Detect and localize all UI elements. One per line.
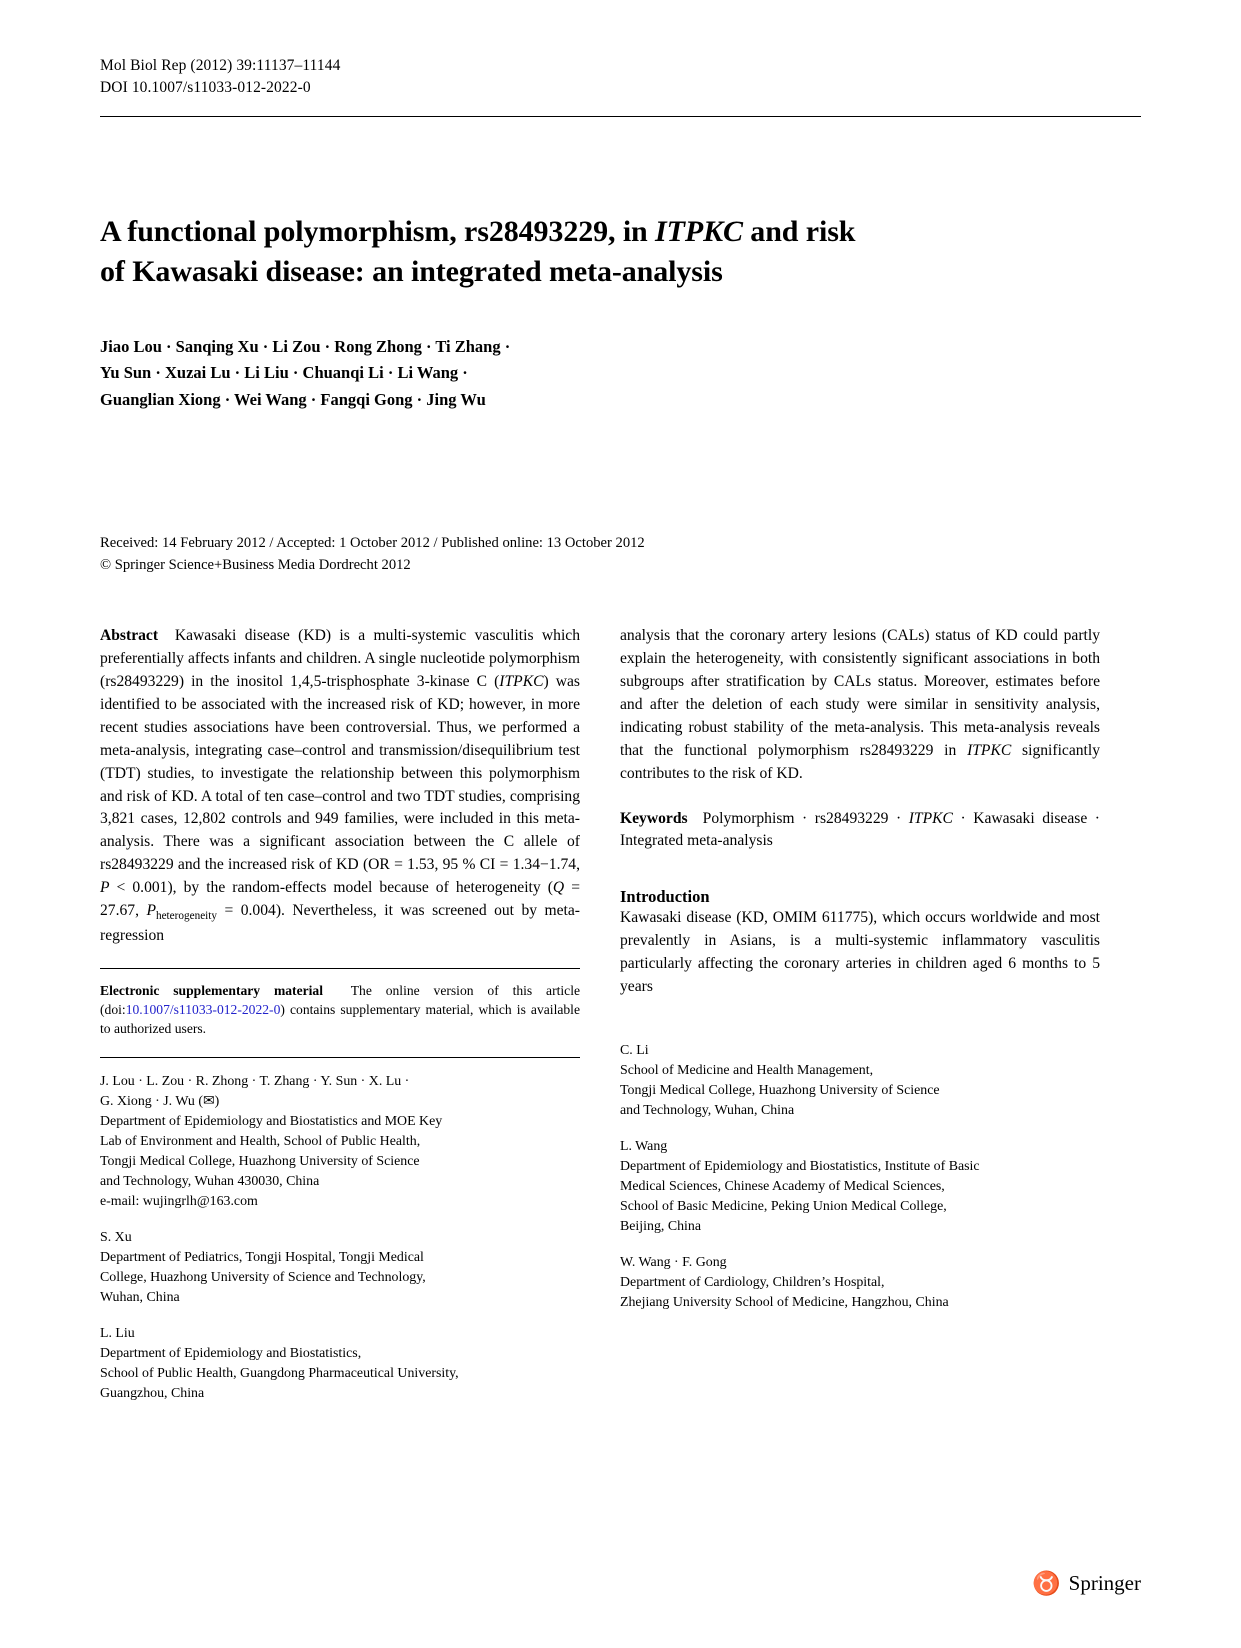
page-title <box>100 212 1141 292</box>
journal-citation: Mol Biol Rep (2012) 39:11137–11144 <box>100 57 341 74</box>
journal-doi: DOI 10.1007/s11033-012-2022-0 <box>100 79 311 97</box>
abstract-text-right: analysis that the coronary artery lesions (CALs) status of KD could partly explain the heterogeneity, with consistently significant associations in both subgroups after stratification by CALs status. Moreover, estimates before and after the deletion of each study were similar in sensitivity analysis, indicating robust stability of the meta-analysis. This meta-analysis reveals that the functional polymorphism rs28493229 in ITPKC significantly contributes to the risk of KD. <box>620 627 1100 782</box>
affiliation-line: Department of Epidemiology and Biostatistics, Institute of Basic <box>620 1159 980 1175</box>
affiliation-block <box>620 1137 1100 1237</box>
publisher-name: Springer <box>1068 1571 1141 1595</box>
title-italic-gene: ITPKC <box>655 214 743 248</box>
title-part-2: and risk <box>742 214 856 248</box>
affiliation-line: Department of Pediatrics, Tongji Hospital, Tongji Medical <box>100 1249 424 1265</box>
author-line-1: Jiao Lou · Sanqing Xu · Li Zou · Rong Zhong · Ti Zhang · <box>100 336 511 356</box>
esm-label: Electronic supplementary material <box>100 982 324 998</box>
affiliation-names: C. Li <box>620 1043 649 1059</box>
left-column <box>100 625 580 1420</box>
affiliation-names: L. Wang <box>620 1139 668 1155</box>
esm-doi-link[interactable]: 10.1007/s11033-012-2022-0 <box>125 1001 281 1017</box>
affiliation-divider <box>100 1057 580 1058</box>
esm-text-before: The online version of this article (doi: <box>100 982 581 1017</box>
affiliation-names: L. Liu <box>100 1325 135 1341</box>
affiliation-block <box>100 1324 580 1404</box>
affiliation-names-2: G. Xiong · J. Wu (✉) <box>100 1093 220 1109</box>
affiliation-line: Wuhan, China <box>100 1289 180 1305</box>
affiliation-line: Department of Cardiology, Children’s Hospital, <box>620 1275 885 1291</box>
keywords-text: Polymorphism · rs28493229 · ITPKC · Kawasaki disease · Integrated meta-analysis <box>620 809 1100 850</box>
affiliation-line: Tongji Medical College, Huazhong University of Science <box>620 1083 940 1099</box>
affiliation-line: Department of Epidemiology and Biostatistics, <box>100 1345 362 1361</box>
affiliation-email[interactable]: e-mail: wujingrlh@163.com <box>100 1193 258 1209</box>
abstract-text-left: Kawasaki disease (KD) is a multi-systemic vasculitis which preferentially affects infants and children. A single nucleotide polymorphism (rs28493229) in the inositol 1,4,5-trisphosphate 3-kinase C (ITPKC) was identified to be associated with the increased risk of KD; however, in more recent studies associations have been controversial. Thus, we performed a meta-analysis, integrating case–control and transmission/disequilibrium test (TDT) studies, to investigate the relationship between this polymorphism and risk of KD. A total of ten case–control and two TDT studies, comprising 3,821 cases, 12,802 controls and 949 families, were included in this meta-analysis. There was a significant association between the C allele of rs28493229 and the increased risk of KD (OR = 1.53, 95 % CI = 1.34−1.74, P < 0.001), by the random-effects model because of heterogeneity (Q = 27.67, $P_{heterogeneity} = 0.004$). Nevertheless, it was screened out by meta-regression <box>100 627 581 944</box>
esm-text-after: ) contains supplementary material, which is available to authorized users. <box>100 1001 580 1037</box>
affiliation-block <box>100 1072 580 1212</box>
affiliation-line: School of Medicine and Health Management, <box>620 1063 874 1079</box>
affiliation-line: Medical Sciences, Chinese Academy of Medical Sciences, <box>620 1179 945 1195</box>
abstract-continuation <box>620 625 1100 785</box>
electronic-supplementary-material <box>100 981 580 1039</box>
affiliation-line: Zhejiang University School of Medicine, Hangzhou, China <box>620 1295 949 1311</box>
affiliation-line: College, Huazhong University of Science and Technology, <box>100 1269 426 1285</box>
affiliation-block <box>100 1228 580 1308</box>
affiliation-line: Lab of Environment and Health, School of Public Health, <box>100 1133 421 1149</box>
affiliation-line: Tongji Medical College, Huazhong University of Science <box>100 1153 420 1169</box>
affiliation-line: and Technology, Wuhan 430030, China <box>100 1173 320 1189</box>
affiliation-line: School of Public Health, Guangdong Pharmaceutical University, <box>100 1365 459 1381</box>
publication-dates <box>100 532 1141 577</box>
affiliation-line: Department of Epidemiology and Biostatistics and MOE Key <box>100 1113 443 1129</box>
received-accepted-line: Received: 14 February 2012 / Accepted: 1 October 2012 / Published online: 13 October 2012 <box>100 534 645 551</box>
keywords <box>620 808 1100 854</box>
introduction-paragraph: Kawasaki disease (KD, OMIM 611775), which occurs worldwide and most prevalently in Asians, is a multi-systemic inflammatory vasculitis particularly affecting the coronary arteries in children aged 6 months to 5 years <box>620 909 1100 996</box>
keywords-label: Keywords <box>620 809 688 827</box>
introduction-heading: Introduction <box>620 887 710 907</box>
author-list <box>100 334 1141 414</box>
column-spacer <box>620 999 1100 1041</box>
springer-logo-icon: ♉ <box>1032 1571 1061 1596</box>
author-line-3: Guanglian Xiong · Wei Wang · Fangqi Gong · Jing Wu <box>100 390 486 410</box>
affiliation-line: School of Basic Medicine, Peking Union Medical College, <box>620 1199 947 1215</box>
right-column <box>620 625 1100 1420</box>
author-line-2: Yu Sun · Xuzai Lu · Li Liu · Chuanqi Li · Li Wang · <box>100 363 468 383</box>
publisher-footer <box>1032 1571 1141 1596</box>
affiliation-block <box>620 1253 1100 1313</box>
header-divider <box>100 116 1141 117</box>
title-part-1: A functional polymorphism, rs28493229, in <box>100 214 656 248</box>
affiliation-line: and Technology, Wuhan, China <box>620 1103 795 1119</box>
footnote-divider <box>100 968 580 969</box>
affiliation-names: W. Wang · F. Gong <box>620 1255 727 1271</box>
affiliation-names: S. Xu <box>100 1229 132 1245</box>
title-line-2: of Kawasaki disease: an integrated meta-analysis <box>100 254 723 288</box>
copyright-line: © Springer Science+Business Media Dordrecht 2012 <box>100 557 411 574</box>
journal-header <box>100 55 1141 100</box>
affiliation-block <box>620 1041 1100 1121</box>
affiliation-names: J. Lou · L. Zou · R. Zhong · T. Zhang · Y. Sun · X. Lu · <box>100 1073 410 1089</box>
body-columns <box>100 625 1141 1420</box>
affiliation-line: Guangzhou, China <box>100 1385 205 1401</box>
affiliation-line: Beijing, China <box>620 1219 702 1235</box>
abstract-label: Abstract <box>100 627 159 645</box>
abstract-paragraph <box>100 625 580 948</box>
